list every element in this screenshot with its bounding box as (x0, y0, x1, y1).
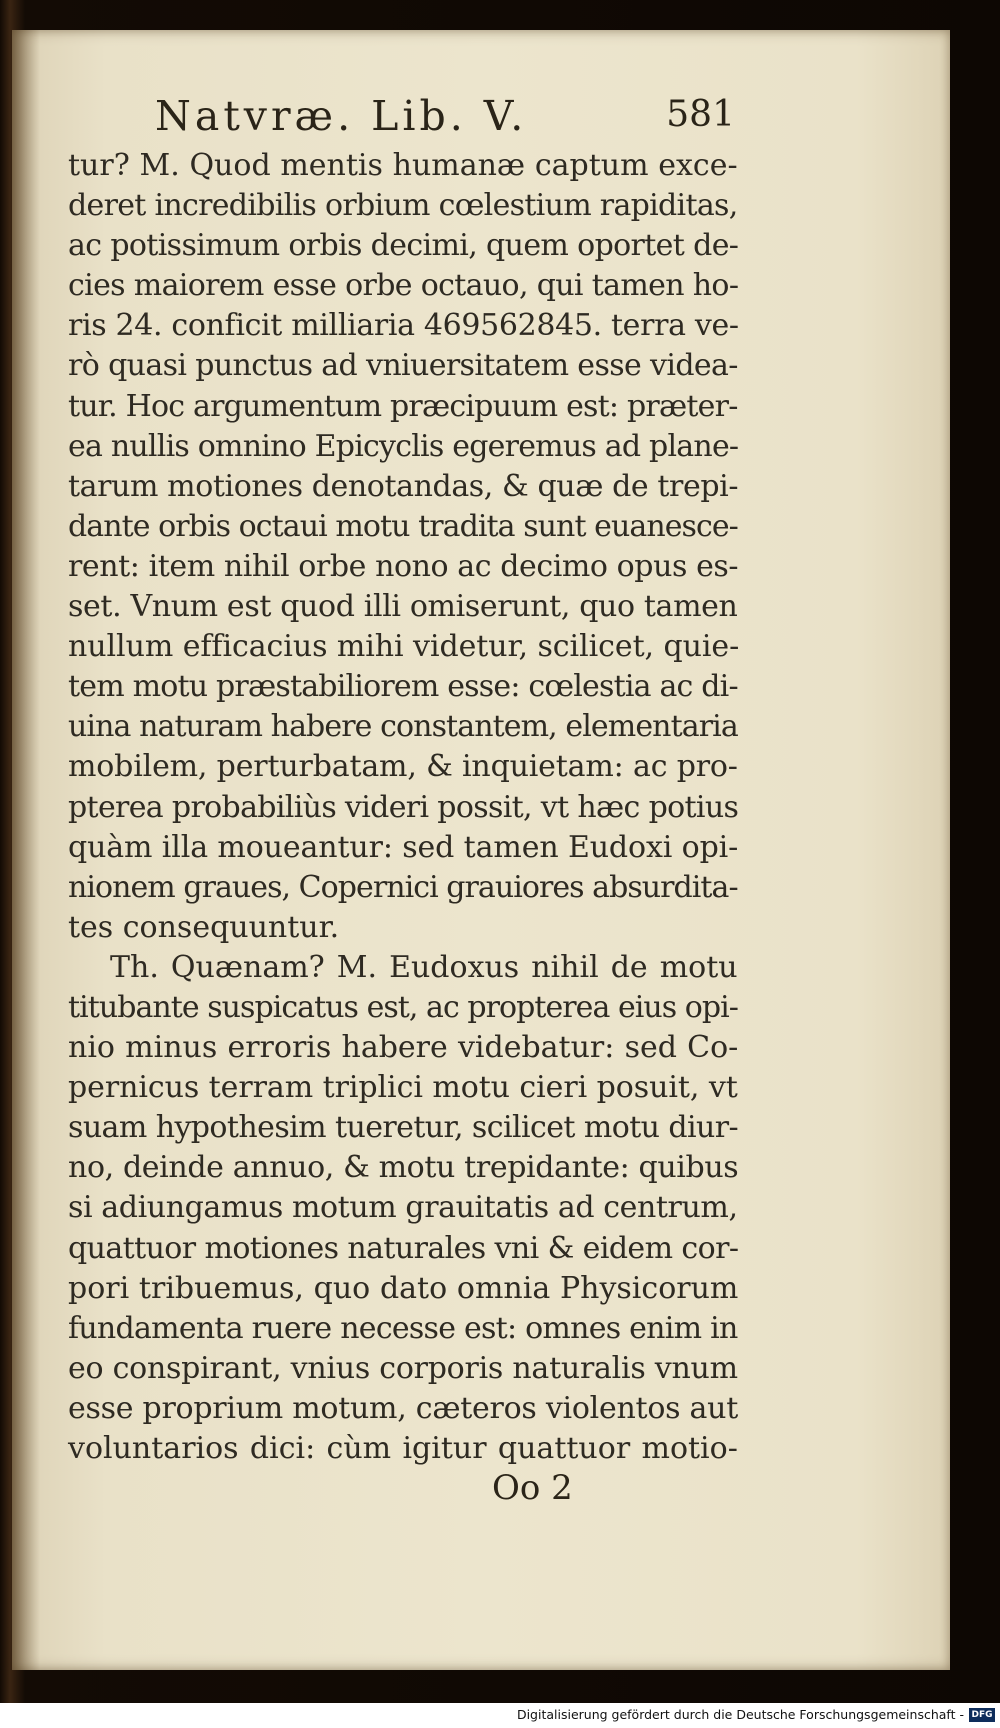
footer-credit-text: Digitalisierung gefördert durch die Deutsche Forschungsgemeinschaft - (516, 1707, 964, 1722)
page-number: 581 (666, 94, 735, 135)
text-line: quattuor motiones naturales vni & eidem cor- (68, 1230, 739, 1266)
text-line: mobilem, perturbatam, & inquietam: ac pro- (68, 749, 738, 785)
text-line: uina naturam habere constantem, elementaria (68, 709, 738, 745)
text-line: nio minus erroris habere videbatur: sed Co- (68, 1030, 739, 1066)
text-line: pernicus terram triplici motu cieri posuit, vt (68, 1070, 738, 1106)
text-line: titubante suspicatus est, ac propterea eius opi- (68, 989, 738, 1025)
text-line: eo conspirant, vnius corporis naturalis vnum (68, 1350, 738, 1386)
text-line: rò quasi punctus ad vniuersitatem esse videa- (68, 348, 738, 384)
running-title: Natvræ. Lib. V. (155, 92, 528, 140)
gutter-shadow (12, 30, 40, 1670)
page-header (155, 92, 735, 142)
text-line: tarum motiones denotandas, & quæ de trepi- (68, 468, 739, 504)
dfg-logo-icon: DFG (969, 1708, 995, 1722)
text-line: ea nullis omnino Epicyclis egeremus ad plane- (68, 428, 739, 464)
text-line: pori tribuemus, quo dato omnia Physicorum (68, 1270, 739, 1306)
text-line: tur? M. Quod mentis humanæ captum exce- (68, 148, 738, 183)
text-line: no, deinde annuo, & motu trepidante: quibus (68, 1150, 739, 1186)
text-line: si adiungamus motum grauitatis ad centrum, (68, 1190, 738, 1226)
text-line: esse proprium motum, cæteros violentos aut (68, 1390, 739, 1426)
text-line: set. Vnum est quod illi omiserunt, quo tamen (68, 589, 738, 625)
text-line: tur. Hoc argumentum præcipuum est: præter- (68, 388, 738, 424)
text-line: suam hypothesim tueretur, scilicet motu diur- (68, 1110, 739, 1146)
text-line: fundamenta ruere necesse est: omnes enim in (68, 1310, 738, 1346)
text-line: nullum efficacius mihi videtur, scilicet, quie- (68, 629, 740, 665)
text-line: deret incredibilis orbium cœlestium rapiditas, (68, 188, 738, 224)
text-line: quàm illa moueantur: sed tamen Eudoxi opi- (68, 829, 739, 865)
text-line: cies maiorem esse orbe octauo, qui tamen ho- (68, 268, 739, 304)
text-line: ris 24. conficit milliaria 469562845. terra ve- (68, 308, 739, 344)
footer-credit-bar (0, 1703, 1000, 1728)
text-line: Th. Quænam? M. Eudoxus nihil de motu (110, 949, 738, 985)
text-line: tem motu præstabiliorem esse: cœlestia ac di- (68, 669, 738, 705)
text-line: ac potissimum orbis decimi, quem oportet de- (68, 228, 739, 264)
text-line: dante orbis octaui motu tradita sunt euanesce- (68, 508, 738, 544)
text-line: pterea probabiliùs videri possit, vt hæc potius (68, 789, 739, 825)
text-line: voluntarios dici: cùm igitur quattuor motio- (68, 1431, 738, 1466)
body-text (68, 146, 738, 1469)
text-line: nionem graues, Copernici grauiores absurdita- (68, 869, 738, 905)
text-line: rent: item nihil orbe nono ac decimo opus es- (68, 548, 739, 584)
text-line: tes consequuntur. (68, 909, 340, 945)
signature-mark: Oo 2 (492, 1468, 573, 1508)
